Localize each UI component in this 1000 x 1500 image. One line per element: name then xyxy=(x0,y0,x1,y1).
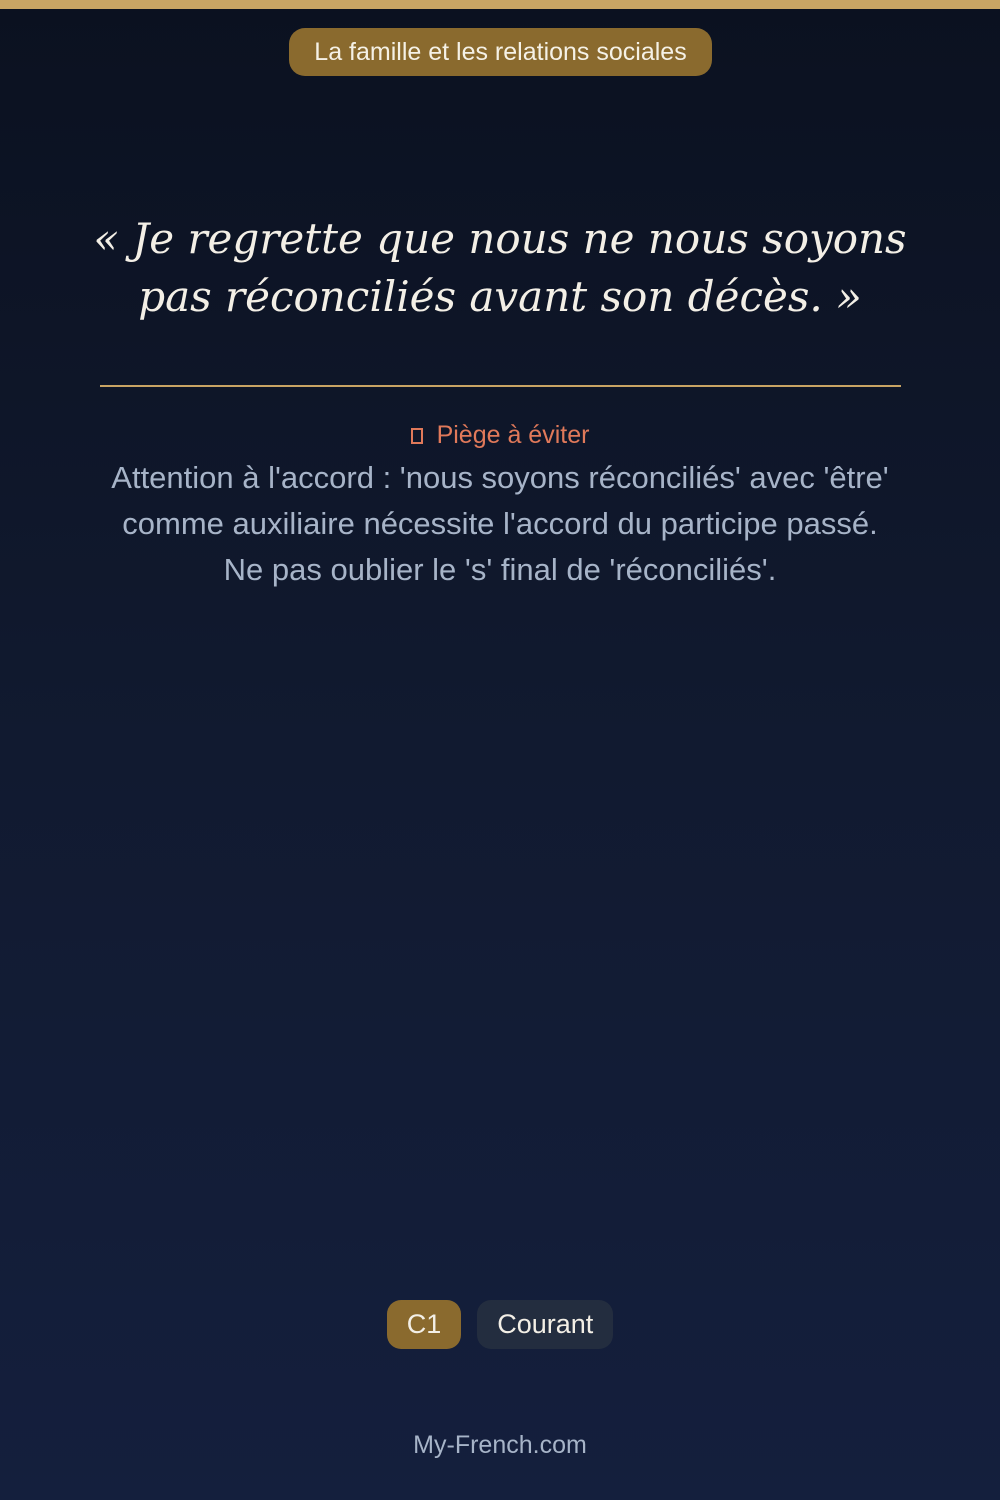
pitfall-heading xyxy=(0,418,1000,452)
badge-row xyxy=(0,1300,1000,1349)
register-badge: Courant xyxy=(477,1300,613,1349)
divider xyxy=(100,385,901,387)
top-accent-bar xyxy=(0,0,1000,9)
level-badge: C1 xyxy=(387,1300,462,1349)
example-sentence: « Je regrette que nous ne nous soyons pas réconciliés avant son décès. » xyxy=(93,214,907,321)
warning-icon xyxy=(411,428,423,444)
site-footer: My-French.com xyxy=(413,1431,587,1459)
category-badge: La famille et les relations sociales xyxy=(289,28,712,76)
pitfall-explanation: Attention à l'accord : 'nous soyons réconciliés' avec 'être' comme auxiliaire nécessite l'accord du participe passé. Ne pas oublier le 's' final de 'réconciliés'. xyxy=(111,460,889,587)
pitfall-label: Piège à éviter xyxy=(436,421,590,449)
